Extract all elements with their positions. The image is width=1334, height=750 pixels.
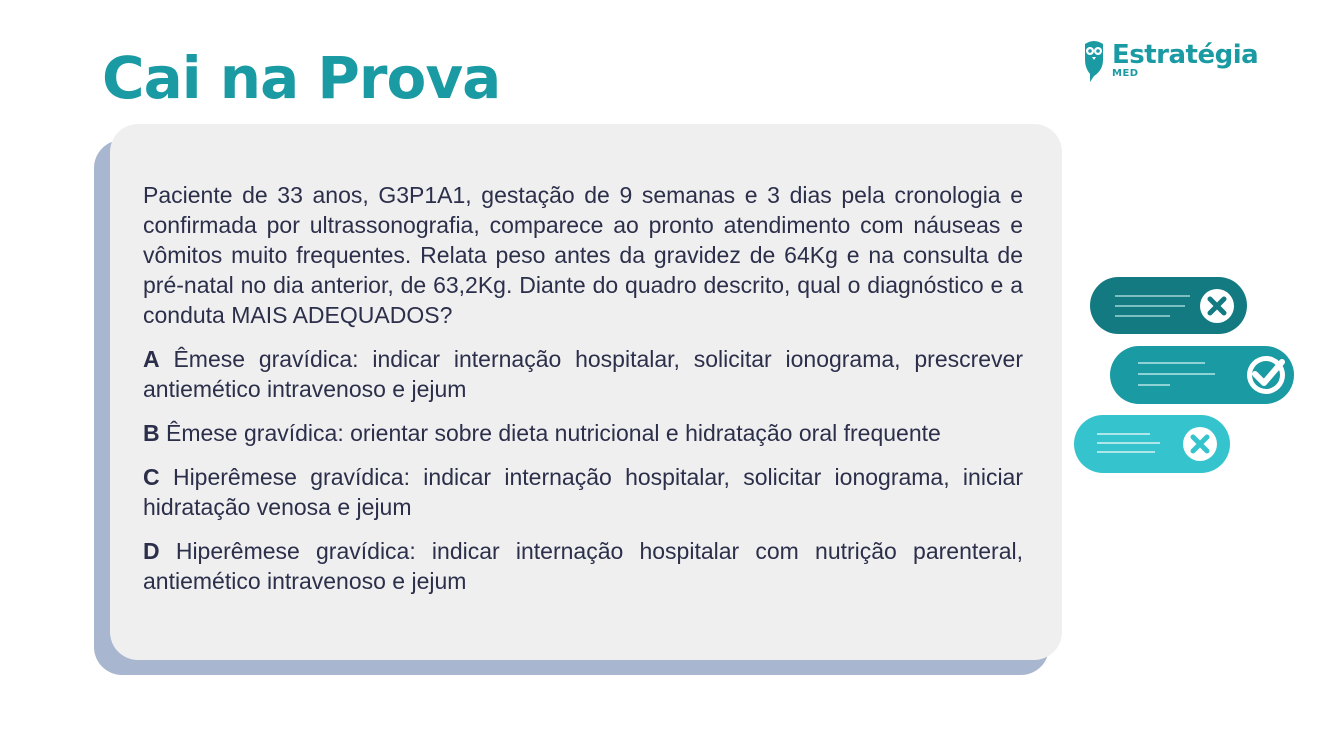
close-icon (1183, 427, 1217, 461)
option-letter: B (143, 420, 160, 446)
correct-answer-pill (1110, 346, 1294, 404)
wrong-answer-pill (1090, 277, 1247, 334)
option-letter: D (143, 538, 160, 564)
option-text: Êmese gravídica: indicar internação hospitalar, solicitar ionograma, prescrever antiemético intravenoso e jejum (143, 346, 1024, 402)
owl-logo-icon (1082, 38, 1106, 82)
logo-subtitle: MED (1112, 67, 1139, 79)
brand-logo (1082, 38, 1258, 82)
option-text: Hiperêmese gravídica: indicar internação hospitalar com nutrição parenteral, antiemético intravenoso e jejum (143, 538, 1023, 594)
option-a[interactable] (143, 344, 1023, 404)
option-letter: C (143, 464, 160, 490)
wrong-answer-pill (1074, 415, 1230, 473)
option-text: Êmese gravídica: orientar sobre dieta nutricional e hidratação oral frequente (166, 420, 941, 446)
option-b[interactable] (143, 418, 1023, 448)
option-letter: A (143, 346, 160, 372)
question-stem: Paciente de 33 anos, G3P1A1, gestação de 9 semanas e 3 dias pela cronologia e confirmada por ultrassonografia, comparece ao pronto atendimento com náuseas e vômitos muito frequentes. Relata peso antes da gravidez de 64Kg e na consulta de pré-natal no dia anterior, de 63,2Kg. Diante do quadro descrito, qual o diagnóstico e a conduta MAIS ADEQUADOS? (143, 182, 1023, 328)
close-icon (1200, 289, 1234, 323)
option-text: Hiperêmese gravídica: indicar internação hospitalar, solicitar ionograma, iniciar hidratação venosa e jejum (143, 464, 1023, 520)
logo-name: Estratégia (1112, 39, 1259, 70)
check-icon (1247, 356, 1285, 394)
option-c[interactable] (143, 462, 1023, 522)
option-d[interactable] (143, 536, 1023, 596)
page-title: Cai na Prova (102, 44, 501, 112)
answer-options-illustration (1070, 270, 1310, 480)
